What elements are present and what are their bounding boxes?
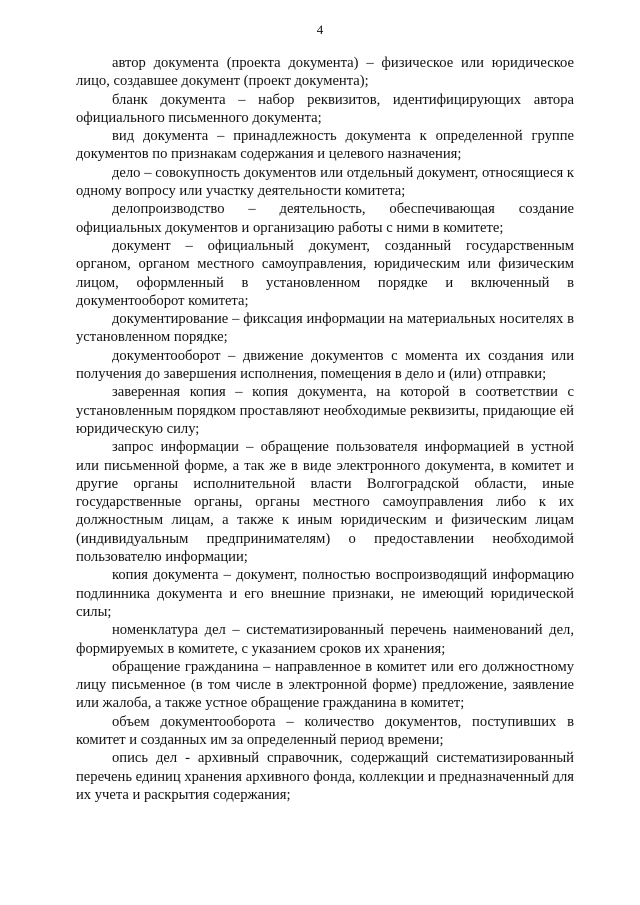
definition-paragraph: автор документа (проекта документа) – физическое или юридическое лицо, создавшее документ (проект документа); xyxy=(76,55,574,90)
definition-paragraph: делопроизводство – деятельность, обеспечивающая создание официальных документов и организацию работы с ними в комитете; xyxy=(76,201,574,236)
definition-paragraph: документ – официальный документ, созданный государственным органом, органом местного самоуправления, юридическим или физическим лицом, оформленный в установленном порядке и включенный в документооборот комитета; xyxy=(76,237,574,309)
definition-paragraph: запрос информации – обращение пользователя информацией в устной или письменной форме, а так же в виде электронного документа, в комитет и другие органы исполнительной власти Волгоградской области, иные государственные органы, органы местного самоуправления либо к их должностным лицам, а также к иным юридическим и физическим лицам (индивидуальным предпринимателям) о предоставлении необходимой пользователю информации; xyxy=(76,439,574,566)
document-body xyxy=(76,54,574,804)
definition-paragraph: опись дел - архивный справочник, содержащий систематизированный перечень единиц хранения архивного фонда, коллекции и предназначенный для их учета и раскрытия содержания; xyxy=(76,750,574,803)
definition-paragraph: копия документа – документ, полностью воспроизводящий информацию подлинника документа и его внешние признаки, не имеющий юридической силы; xyxy=(76,567,574,620)
definition-paragraph: документооборот – движение документов с момента их создания или получения до завершения исполнения, помещения в дело и (или) отправки; xyxy=(76,347,574,383)
definition-paragraph: дело – совокупность документов или отдельный документ, относящиеся к одному вопросу или участку деятельности комитета; xyxy=(76,164,574,200)
definition-paragraph: бланк документа – набор реквизитов, идентифицирующих автора официального письменного документа; xyxy=(76,91,574,126)
definition-paragraph: вид документа – принадлежность документа к определенной группе документов по признакам содержания и целевого назначения; xyxy=(76,128,574,163)
definition-paragraph: документирование – фиксация информации на материальных носителях в установленном порядке; xyxy=(76,311,574,346)
definition-paragraph: объем документооборота – количество документов, поступивших в комитет и созданных им за определенный период времени; xyxy=(76,713,574,748)
definition-paragraph: обращение гражданина – направленное в комитет или его должностному лицу письменное (в том числе в электронной форме) предложение, заявление или жалоба, а также устное обращение гражданина в комитет; xyxy=(76,658,574,712)
page-number: 4 xyxy=(316,22,324,37)
definition-paragraph: заверенная копия – копия документа, на которой в соответствии с установленным порядком проставляют необходимые реквизиты, придающие ей юридическую силу; xyxy=(76,384,574,437)
definition-paragraph: номенклатура дел – систематизированный перечень наименований дел, формируемых в комитете, с указанием сроков их хранения; xyxy=(76,622,574,657)
